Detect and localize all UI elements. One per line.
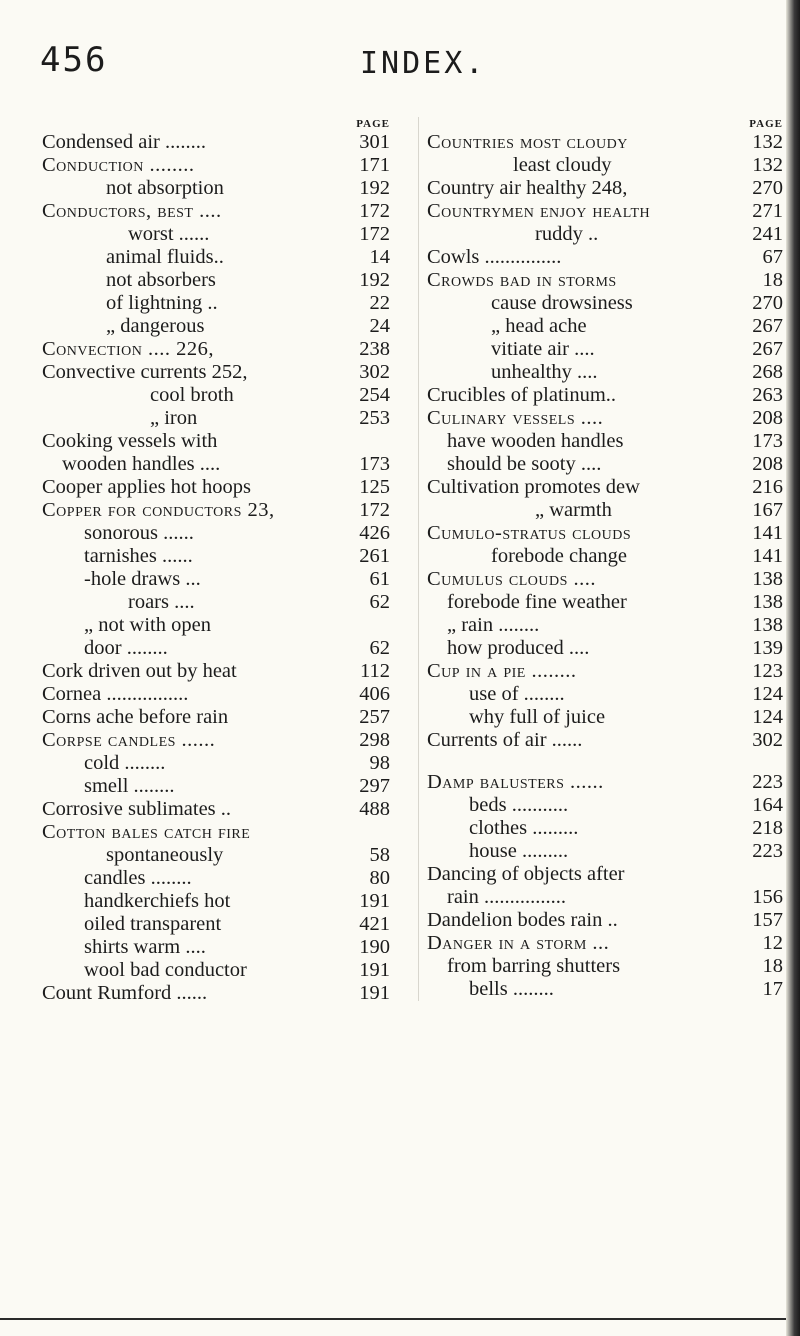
entry-page: 22	[369, 292, 390, 314]
entry-page: 190	[359, 936, 390, 958]
entry-page: 191	[359, 982, 390, 1004]
entry-text: animal fluids..	[106, 246, 224, 268]
entry-text: „ dangerous	[106, 315, 205, 337]
entry-text: handkerchiefs hot	[84, 890, 231, 912]
index-entry	[427, 591, 783, 614]
entry-text: „ rain ........	[447, 614, 540, 636]
entry-text: wooden handles ....	[62, 453, 221, 475]
entry-text: roars ....	[128, 591, 195, 613]
entry-page: 62	[369, 591, 390, 613]
entry-page: 124	[752, 706, 783, 728]
index-entry	[427, 499, 783, 522]
index-entry	[42, 867, 390, 890]
entry-page: 223	[752, 771, 783, 793]
entry-text: Cork driven out by heat	[42, 660, 237, 682]
index-entry	[427, 315, 783, 338]
entry-page: 17	[762, 978, 783, 1000]
entry-page: 254	[359, 384, 390, 406]
entry-page	[386, 430, 390, 453]
index-column-left	[42, 117, 390, 1005]
entry-text: bells ........	[469, 978, 554, 1000]
index-entry	[427, 200, 783, 223]
bottom-rule	[0, 1318, 786, 1320]
entry-page: 271	[752, 200, 783, 222]
entry-page: 62	[369, 637, 390, 659]
entry-text: smell ........	[84, 775, 175, 797]
page-number: 456	[40, 40, 108, 80]
entry-text: Corrosive sublimates ..	[42, 798, 232, 820]
index-column-right	[418, 117, 783, 1001]
entry-page: 141	[752, 545, 783, 567]
entry-text: Danger in a storm ...	[427, 932, 610, 954]
entry-text: Conduction ........	[42, 154, 195, 176]
entry-page: 192	[359, 177, 390, 199]
entry-text: Condensed air ........	[42, 131, 206, 153]
entry-text: vitiate air ....	[491, 338, 595, 360]
page-edge	[786, 0, 800, 1336]
entry-page: 173	[752, 430, 783, 452]
entry-text: beds ...........	[469, 794, 569, 816]
entry-page	[386, 821, 390, 844]
entry-text: „ head ache	[491, 315, 587, 337]
entry-text: Dandelion bodes rain ..	[427, 909, 618, 931]
entry-text: Cup in a pie ........	[427, 660, 577, 682]
entry-text: „ iron	[150, 407, 198, 429]
index-entry	[427, 614, 783, 637]
index-entry	[427, 771, 783, 794]
index-entry	[42, 131, 390, 154]
index-entry	[427, 955, 783, 978]
index-entry	[42, 844, 390, 867]
entry-page: 257	[359, 706, 390, 728]
entry-page: 18	[762, 955, 783, 977]
index-entry	[42, 430, 390, 453]
entry-text: cool broth	[150, 384, 234, 406]
entry-page	[386, 614, 390, 637]
entry-page: 216	[752, 476, 783, 498]
entry-text: -hole draws ...	[84, 568, 201, 590]
entry-page: 253	[359, 407, 390, 429]
entry-page: 167	[752, 499, 783, 521]
entry-text: cold ........	[84, 752, 166, 774]
index-entry	[427, 338, 783, 361]
index-entry	[427, 361, 783, 384]
entry-page: 139	[752, 637, 783, 659]
index-entry-list	[42, 131, 390, 1005]
index-entry	[42, 683, 390, 706]
index-entry	[427, 545, 783, 568]
entry-text: from barring shutters	[447, 955, 621, 977]
index-entry	[427, 683, 783, 706]
entry-text: unhealthy ....	[491, 361, 598, 383]
index-entry-list	[427, 131, 783, 1001]
entry-text: Crowds bad in storms	[427, 269, 617, 291]
entry-page: 270	[752, 292, 783, 314]
entry-page: 238	[359, 338, 390, 360]
entry-page: 138	[752, 568, 783, 590]
index-entry	[42, 821, 390, 844]
index-entry	[42, 660, 390, 683]
entry-text: should be sooty ....	[447, 453, 602, 475]
index-entry	[42, 913, 390, 936]
index-entry	[427, 384, 783, 407]
entry-page	[779, 863, 783, 886]
entry-text: forebode change	[491, 545, 628, 567]
entry-page: 302	[359, 361, 390, 383]
index-entry	[42, 522, 390, 545]
index-entry	[427, 909, 783, 932]
index-entry	[42, 706, 390, 729]
index-entry	[427, 568, 783, 591]
index-entry	[42, 499, 390, 522]
index-entry	[42, 315, 390, 338]
index-entry	[427, 453, 783, 476]
index-entry	[42, 936, 390, 959]
entry-page: 157	[752, 909, 783, 931]
index-entry	[427, 131, 783, 154]
entry-text: oiled transparent	[84, 913, 222, 935]
entry-text: candles ........	[84, 867, 192, 889]
entry-text: Countrymen enjoy health	[427, 200, 651, 222]
entry-text: „ warmth	[535, 499, 612, 521]
entry-page: 138	[752, 614, 783, 636]
entry-text: Currents of air ......	[427, 729, 583, 751]
entry-page: 301	[359, 131, 390, 153]
entry-page: 208	[752, 453, 783, 475]
entry-page: 172	[359, 223, 390, 245]
entry-text: clothes .........	[469, 817, 579, 839]
entry-page: 125	[359, 476, 390, 498]
entry-page: 267	[752, 315, 783, 337]
index-entry	[42, 361, 390, 384]
entry-text: Culinary vessels ....	[427, 407, 604, 429]
entry-page: 172	[359, 200, 390, 222]
entry-text: Cumulo-stratus clouds	[427, 522, 632, 544]
entry-text: tarnishes ......	[84, 545, 193, 567]
entry-text: Countries most cloudy	[427, 131, 628, 153]
index-entry	[427, 430, 783, 453]
index-entry	[427, 794, 783, 817]
entry-page: 80	[369, 867, 390, 889]
index-entry	[427, 863, 783, 886]
entry-text: „ not with open	[84, 614, 211, 636]
entry-page: 98	[369, 752, 390, 774]
entry-text: Convective currents 252,	[42, 361, 248, 383]
index-entry	[42, 982, 390, 1005]
index-entry	[42, 476, 390, 499]
index-entry	[42, 200, 390, 223]
entry-text: Cumulus clouds ....	[427, 568, 597, 590]
entry-text: Damp balusters ......	[427, 771, 604, 793]
entry-page: 141	[752, 522, 783, 544]
index-entry	[42, 890, 390, 913]
entry-page: 426	[359, 522, 390, 544]
entry-text: door ........	[84, 637, 168, 659]
entry-text: Cowls ...............	[427, 246, 562, 268]
index-entry	[427, 223, 783, 246]
index-entry	[42, 798, 390, 821]
entry-text: not absorption	[106, 177, 224, 199]
entry-text: Corns ache before rain	[42, 706, 229, 728]
index-entry	[427, 407, 783, 430]
index-entry	[427, 886, 783, 909]
entry-page: 124	[752, 683, 783, 705]
index-entry	[427, 522, 783, 545]
entry-text: not absorbers	[106, 269, 216, 291]
entry-text: shirts warm ....	[84, 936, 206, 958]
entry-page: 421	[359, 913, 390, 935]
entry-text: Conductors, best ....	[42, 200, 222, 222]
entry-text: Count Rumford ......	[42, 982, 208, 1004]
entry-page: 132	[752, 154, 783, 176]
index-entry	[427, 706, 783, 729]
entry-page: 191	[359, 959, 390, 981]
index-entry	[42, 384, 390, 407]
entry-page: 58	[369, 844, 390, 866]
entry-page: 156	[752, 886, 783, 908]
entry-text: use of ........	[469, 683, 565, 705]
entry-text: how produced ....	[447, 637, 590, 659]
entry-text: forebode fine weather	[447, 591, 627, 613]
entry-text: why full of juice	[469, 706, 606, 728]
entry-text: Cornea ................	[42, 683, 189, 705]
entry-page: 261	[359, 545, 390, 567]
entry-page: 223	[752, 840, 783, 862]
entry-text: Cultivation promotes dew	[427, 476, 640, 498]
entry-text: Cooking vessels with	[42, 430, 218, 452]
entry-text: have wooden handles	[447, 430, 624, 452]
index-entry	[427, 476, 783, 499]
entry-page: 218	[752, 817, 783, 839]
entry-page: 191	[359, 890, 390, 912]
entry-page: 241	[752, 223, 783, 245]
entry-text: of lightning ..	[106, 292, 218, 314]
index-entry	[427, 660, 783, 683]
entry-text: cause drowsiness	[491, 292, 633, 314]
index-entry	[42, 223, 390, 246]
entry-text: sonorous ......	[84, 522, 194, 544]
index-entry	[427, 637, 783, 660]
entry-page: 67	[762, 246, 783, 268]
column-page-label: PAGE	[749, 118, 783, 130]
entry-page: 171	[359, 154, 390, 176]
entry-page: 192	[359, 269, 390, 291]
entry-page: 208	[752, 407, 783, 429]
index-entry	[427, 292, 783, 315]
index-entry	[427, 246, 783, 269]
entry-text: Convection .... 226,	[42, 338, 214, 360]
index-entry	[427, 154, 783, 177]
entry-page: 268	[752, 361, 783, 383]
page-header	[0, 40, 800, 84]
index-entry	[427, 177, 783, 200]
entry-text: Dancing of objects after	[427, 863, 625, 885]
page-title: INDEX.	[360, 46, 487, 81]
index-entry	[427, 729, 783, 752]
index-entry	[42, 407, 390, 430]
entry-page: 302	[752, 729, 783, 751]
entry-text: worst ......	[128, 223, 210, 245]
entry-text: ruddy ..	[535, 223, 599, 245]
entry-page: 406	[359, 683, 390, 705]
entry-page: 270	[752, 177, 783, 199]
column-page-label: PAGE	[356, 118, 390, 130]
entry-text: rain ................	[447, 886, 566, 908]
index-entry	[427, 840, 783, 863]
entry-page: 24	[369, 315, 390, 337]
entry-text: Country air healthy 248,	[427, 177, 628, 199]
index-entry	[427, 932, 783, 955]
entry-text: wool bad conductor	[84, 959, 247, 981]
index-entry	[42, 591, 390, 614]
entry-page: 14	[369, 246, 390, 268]
index-entry	[42, 453, 390, 476]
entry-page: 172	[359, 499, 390, 521]
entry-page: 267	[752, 338, 783, 360]
entry-page: 123	[752, 660, 783, 682]
index-entry	[427, 817, 783, 840]
index-entry	[42, 154, 390, 177]
index-entry	[42, 614, 390, 637]
entry-page: 12	[762, 932, 783, 954]
entry-page: 61	[369, 568, 390, 590]
index-entry	[42, 568, 390, 591]
entry-page: 173	[359, 453, 390, 475]
entry-page: 138	[752, 591, 783, 613]
entry-text: least cloudy	[513, 154, 612, 176]
entry-text: Cooper applies hot hoops	[42, 476, 251, 498]
index-entry	[42, 292, 390, 315]
entry-page: 112	[360, 660, 390, 682]
index-entry	[42, 269, 390, 292]
entry-page: 132	[752, 131, 783, 153]
entry-page: 18	[762, 269, 783, 291]
index-entry	[42, 637, 390, 660]
index-entry	[42, 752, 390, 775]
entry-page: 297	[359, 775, 390, 797]
index-entry	[42, 545, 390, 568]
index-entry	[427, 269, 783, 292]
index-entry	[42, 729, 390, 752]
entry-page: 164	[752, 794, 783, 816]
entry-text: Crucibles of platinum..	[427, 384, 617, 406]
index-entry	[42, 246, 390, 269]
entry-text: house .........	[469, 840, 569, 862]
index-entry	[427, 978, 783, 1001]
entry-page: 263	[752, 384, 783, 406]
entry-page: 488	[359, 798, 390, 820]
index-entry	[42, 338, 390, 361]
entry-text: Corpse candles ......	[42, 729, 216, 751]
entry-text: Cotton bales catch fire	[42, 821, 251, 843]
index-entry	[42, 177, 390, 200]
index-entry	[42, 959, 390, 982]
index-entry	[42, 775, 390, 798]
entry-text: Copper for conductors 23,	[42, 499, 275, 521]
entry-text: spontaneously	[106, 844, 224, 866]
entry-page: 298	[359, 729, 390, 751]
